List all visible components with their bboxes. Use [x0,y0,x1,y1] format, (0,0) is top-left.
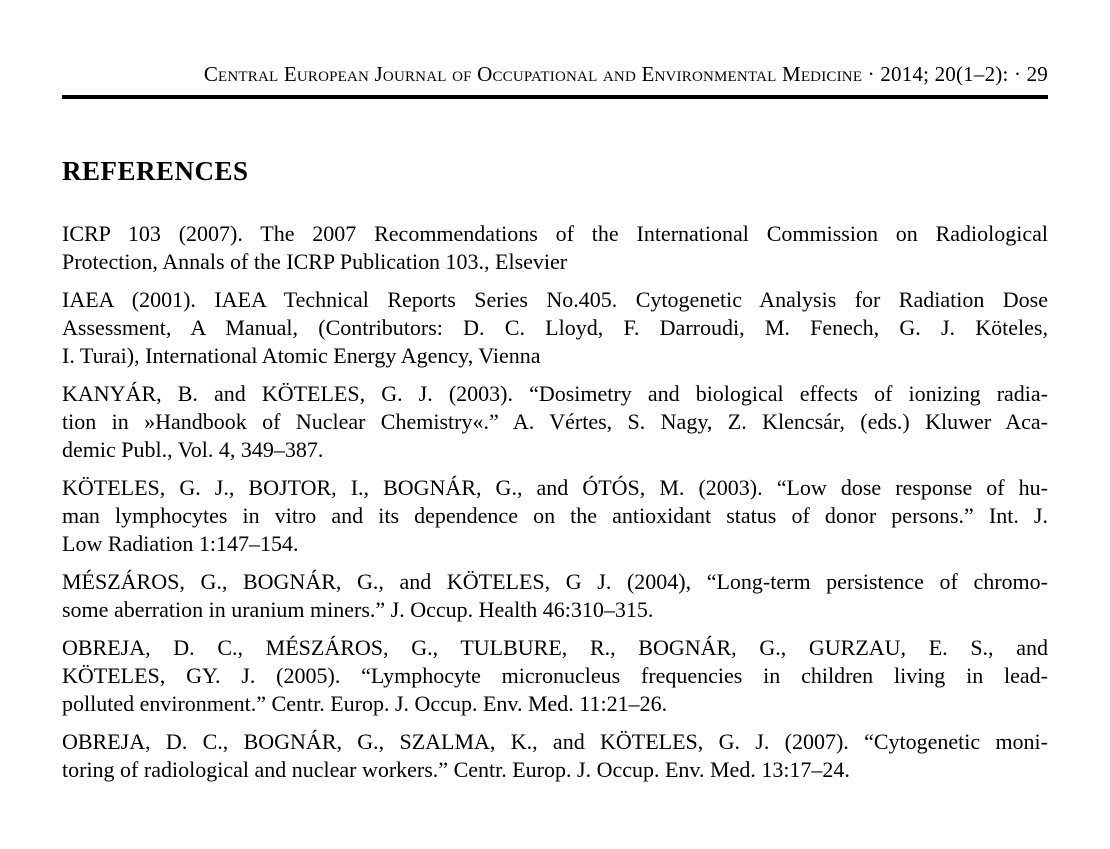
reference-line: I. Turai), International Atomic Energy Agency, Vienna [62,343,541,368]
reference-line: KANYÁR, B. and KÖTELES, G. J. (2003). “Dosimetry and biological effects of ionizing radia- [62,381,1048,406]
reference-entry [62,568,1048,624]
references-list [62,220,1048,784]
reference-line: Assessment, A Manual, (Contributors: D. C. Lloyd, F. Darroudi, M. Fenech, G. J. Köteles, [62,315,1048,340]
reference-line: man lymphocytes in vitro and its dependence on the antioxidant status of donor persons.” Int. J. [62,503,1048,528]
header-rule [62,95,1048,99]
journal-citation: · 2014; 20(1–2): · 29 [867,62,1048,86]
reference-entry [62,286,1048,370]
reference-line: Low Radiation 1:147–154. [62,531,299,556]
reference-line: IAEA (2001). IAEA Technical Reports Series No.405. Cytogenetic Analysis for Radiation Dose [62,287,1048,312]
running-header [62,63,1048,85]
references-heading: REFERENCES [62,156,249,186]
reference-line: ICRP 103 (2007). The 2007 Recommendations of the International Commission on Radiological [62,221,1048,246]
reference-line: KÖTELES, GY. J. (2005). “Lymphocyte micronucleus frequencies in children living in lead- [62,663,1048,688]
reference-entry [62,474,1048,558]
reference-line: toring of radiological and nuclear workers.” Centr. Europ. J. Occup. Env. Med. 13:17–24. [62,757,850,782]
reference-line: tion in »Handbook of Nuclear Chemistry«.” A. Vértes, S. Nagy, Z. Klencsár, (eds.) Kluwer Aca- [62,409,1048,434]
reference-line: OBREJA, D. C., BOGNÁR, G., SZALMA, K., and KÖTELES, G. J. (2007). “Cytogenetic moni- [62,729,1048,754]
reference-line: KÖTELES, G. J., BOJTOR, I., BOGNÁR, G., and ÓTÓS, M. (2003). “Low dose response of hu- [62,475,1048,500]
reference-line: demic Publ., Vol. 4, 349–387. [62,437,324,462]
reference-entry [62,728,1048,784]
reference-line: MÉSZÁROS, G., BOGNÁR, G., and KÖTELES, G J. (2004), “Long-term persistence of chromo- [62,569,1048,594]
reference-line: some aberration in uranium miners.” J. Occup. Health 46:310–315. [62,597,654,622]
reference-entry [62,380,1048,464]
reference-line: Protection, Annals of the ICRP Publication 103., Elsevier [62,249,568,274]
reference-entry [62,634,1048,718]
journal-title: Central European Journal of Occupational and Environmental Medicine [203,62,863,86]
reference-line: OBREJA, D. C., MÉSZÁROS, G., TULBURE, R., BOGNÁR, G., GURZAU, E. S., and [62,635,1048,660]
reference-entry [62,220,1048,276]
reference-line: polluted environment.” Centr. Europ. J. Occup. Env. Med. 11:21–26. [62,691,668,716]
